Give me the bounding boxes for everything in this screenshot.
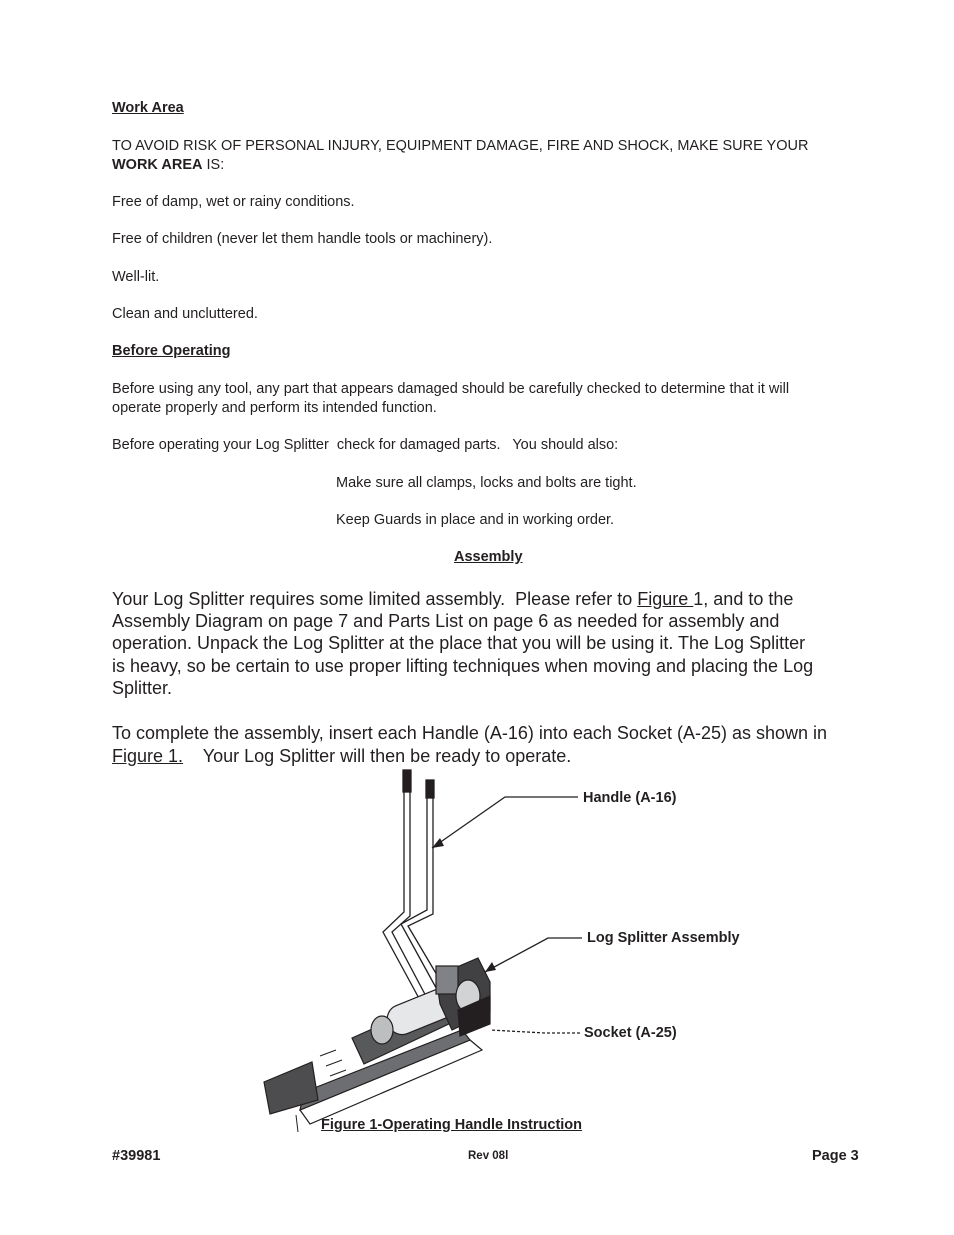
frame-detail [320,1050,346,1076]
work-area-item: Clean and uncluttered. [112,306,258,322]
before-operating-para1-line2: operate properly and perform its intended function. [112,400,437,416]
before-operating-para1-line1: Before using any tool, any part that appears damaged should be carefully checked to determine that it will [112,381,790,397]
work-area-item: Free of children (never let them handle tools or machinery). [112,231,493,247]
work-area-item: Free of damp, wet or rainy conditions. [112,194,355,210]
handle-tube-left [383,772,421,1002]
handle-leader-line [432,797,578,848]
assembly-p1-text-b: 1, and to the [693,589,794,609]
assembly-p1-line4: is heavy, so be certain to use proper lifting techniques when moving and placing the Log [112,656,814,676]
figure-reference-link: Figure 1. [112,746,184,766]
figure-caption: Figure 1-Operating Handle Instruction [321,1117,583,1133]
footer-page-number: Page 3 [812,1148,859,1164]
cylinder-end [371,1016,393,1044]
socket-leader-line [490,1030,580,1033]
work-area-intro-line1: TO AVOID RISK OF PERSONAL INJURY, EQUIPMENT DAMAGE, FIRE AND SHOCK, MAKE SURE YOUR [112,138,809,154]
footer-revision: Rev 08l [468,1150,509,1162]
work-area-bold: WORK AREA [112,157,203,173]
check-item: Make sure all clamps, locks and bolts are tight. [336,475,637,491]
callout-handle: Handle (A-16) [583,790,677,806]
assembly-heading: Assembly [454,549,523,565]
check-item: Keep Guards in place and in working order. [336,512,615,528]
motor-housing [436,966,458,994]
handle-arrowhead [432,838,444,848]
figure-reference-link: Figure [637,589,694,609]
before-operating-heading: Before Operating [112,343,231,359]
before-operating-para2: Before operating your Log Splitter check for damaged parts. You should also: [112,437,619,453]
handle-tube-right [401,782,440,995]
assembly-leader-line [485,938,582,972]
handle-grip-left [403,770,411,792]
assembly-arrowhead [485,962,496,972]
footer-item-number: #39981 [112,1148,161,1164]
work-area-intro-tail: IS: [202,157,225,173]
assembly-p2-text-b: Your Log Splitter will then be ready to operate. [183,746,572,766]
work-area-heading: Work Area [112,100,184,116]
assembly-p1-line3: operation. Unpack the Log Splitter at the place that you will be using it. The Log Splitter [112,633,806,653]
assembly-p1-line2: Assembly Diagram on page 7 and Parts List on page 6 as needed for assembly and [112,611,780,631]
callout-log-splitter-assembly: Log Splitter Assembly [587,930,740,946]
work-area-item: Well-lit. [112,269,160,285]
handle-grip-right [426,780,434,798]
assembly-p2-line1: To complete the assembly, insert each Handle (A-16) into each Socket (A-25) as shown in [112,723,828,743]
handle-tube-left-inner [392,772,428,1000]
assembly-p1-text-a: Your Log Splitter requires some limited assembly. Please refer to [112,589,638,609]
beam-leg [296,1115,298,1132]
callout-socket: Socket (A-25) [584,1025,677,1041]
assembly-p1-line5: Splitter. [112,678,173,698]
splitter-beam [300,1040,482,1124]
